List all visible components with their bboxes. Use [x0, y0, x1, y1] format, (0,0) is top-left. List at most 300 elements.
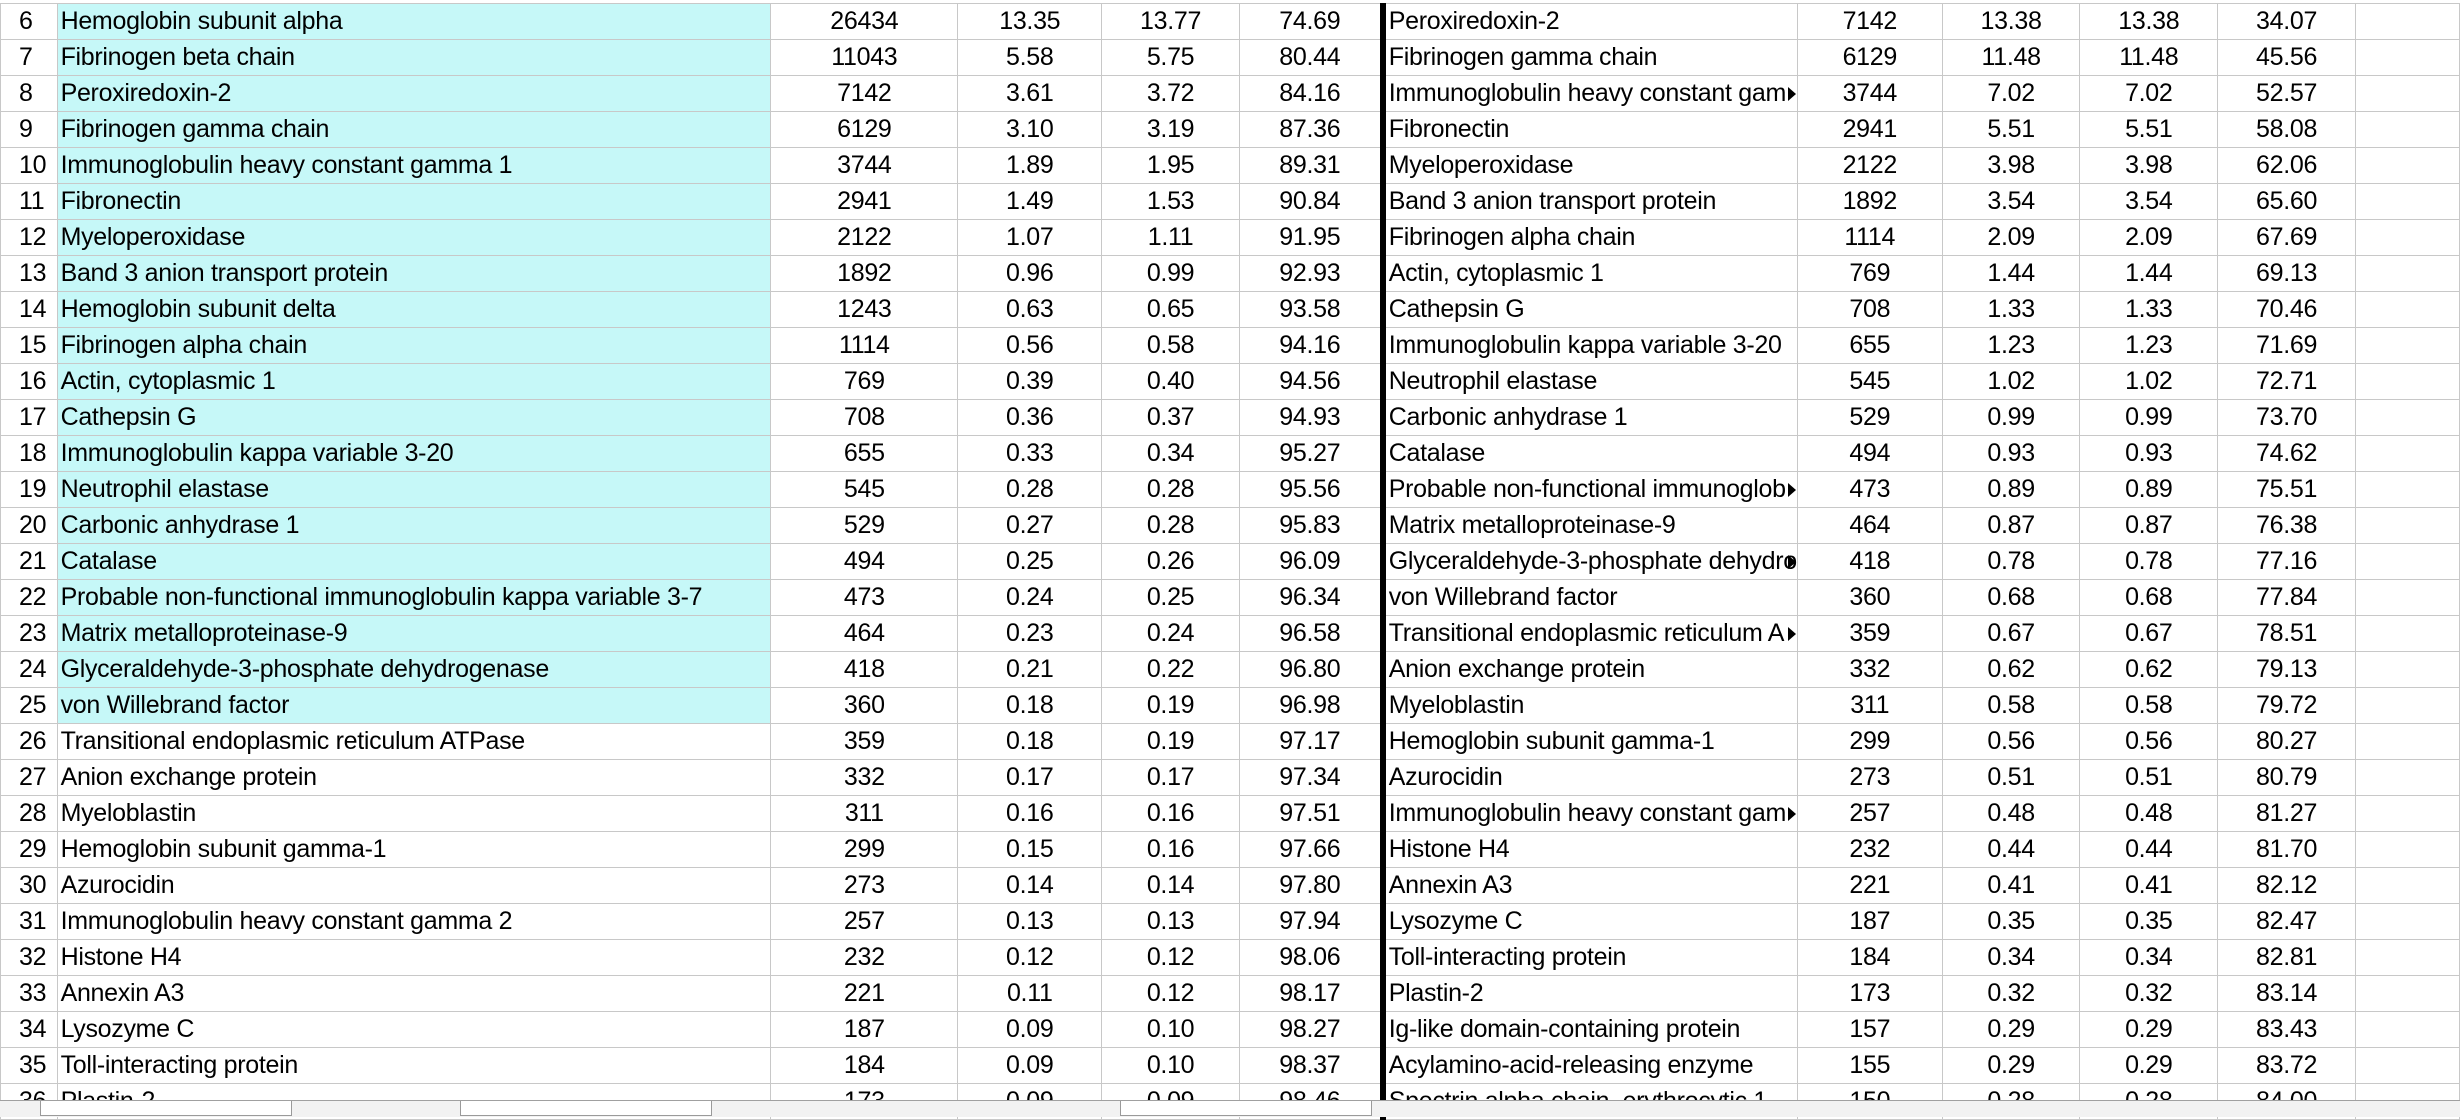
percent-cell[interactable]: 0.65: [1102, 292, 1240, 328]
protein-name-cell[interactable]: Immunoglobulin heavy constant gam: [1383, 76, 1798, 112]
cumulative-cell[interactable]: 81.27: [2218, 796, 2356, 832]
row-header[interactable]: 23: [1, 616, 58, 652]
percent-cell[interactable]: 0.99: [2080, 400, 2218, 436]
percent-cell[interactable]: 1.11: [1102, 220, 1240, 256]
cumulative-cell[interactable]: 96.98: [1239, 688, 1382, 724]
percent-cell[interactable]: 0.89: [1942, 472, 2080, 508]
percent-cell[interactable]: 0.18: [958, 724, 1102, 760]
percent-cell[interactable]: 0.67: [1942, 616, 2080, 652]
count-cell[interactable]: 232: [771, 940, 958, 976]
percent-cell[interactable]: 7.02: [2080, 76, 2218, 112]
row-header[interactable]: 13: [1, 256, 58, 292]
percent-cell[interactable]: 0.78: [2080, 544, 2218, 580]
count-cell[interactable]: 173: [1797, 976, 1942, 1012]
percent-cell[interactable]: 0.12: [1102, 940, 1240, 976]
protein-name-cell[interactable]: Immunoglobulin kappa variable 3-20: [1383, 328, 1798, 364]
protein-name-cell[interactable]: Band 3 anion transport protein: [57, 256, 771, 292]
protein-name-cell[interactable]: Carbonic anhydrase 1: [57, 508, 771, 544]
protein-name-cell[interactable]: Myeloblastin: [1383, 688, 1798, 724]
empty-cell[interactable]: [2355, 472, 2459, 508]
protein-name-cell[interactable]: Fibronectin: [57, 184, 771, 220]
percent-cell[interactable]: 0.16: [958, 796, 1102, 832]
count-cell[interactable]: 11043: [771, 40, 958, 76]
cumulative-cell[interactable]: 94.93: [1239, 400, 1382, 436]
percent-cell[interactable]: 0.25: [1102, 580, 1240, 616]
protein-name-cell[interactable]: Fibrinogen beta chain: [57, 40, 771, 76]
cumulative-cell[interactable]: 96.58: [1239, 616, 1382, 652]
cumulative-cell[interactable]: 45.56: [2218, 40, 2356, 76]
percent-cell[interactable]: 13.35: [958, 4, 1102, 40]
protein-name-cell[interactable]: Histone H4: [57, 940, 771, 976]
protein-name-cell[interactable]: Myeloperoxidase: [1383, 148, 1798, 184]
cumulative-cell[interactable]: 94.16: [1239, 328, 1382, 364]
count-cell[interactable]: 273: [1797, 760, 1942, 796]
percent-cell[interactable]: 0.35: [1942, 904, 2080, 940]
cumulative-cell[interactable]: 58.08: [2218, 112, 2356, 148]
protein-name-cell[interactable]: Plastin-2: [1383, 976, 1798, 1012]
count-cell[interactable]: 545: [771, 472, 958, 508]
empty-cell[interactable]: [2355, 436, 2459, 472]
count-cell[interactable]: 257: [1797, 796, 1942, 832]
percent-cell[interactable]: 3.54: [2080, 184, 2218, 220]
protein-name-cell[interactable]: Immunoglobulin heavy constant gamma 2: [57, 904, 771, 940]
count-cell[interactable]: 769: [1797, 256, 1942, 292]
percent-cell[interactable]: 0.17: [1102, 760, 1240, 796]
percent-cell[interactable]: 0.17: [958, 760, 1102, 796]
count-cell[interactable]: 187: [1797, 904, 1942, 940]
cumulative-cell[interactable]: 97.34: [1239, 760, 1382, 796]
row-header[interactable]: 18: [1, 436, 58, 472]
cumulative-cell[interactable]: 77.84: [2218, 580, 2356, 616]
percent-cell[interactable]: 0.29: [2080, 1012, 2218, 1048]
percent-cell[interactable]: 11.48: [1942, 40, 2080, 76]
protein-name-cell[interactable]: Fibrinogen alpha chain: [1383, 220, 1798, 256]
cumulative-cell[interactable]: 98.27: [1239, 1012, 1382, 1048]
percent-cell[interactable]: 5.51: [2080, 112, 2218, 148]
cumulative-cell[interactable]: 97.51: [1239, 796, 1382, 832]
percent-cell[interactable]: 3.72: [1102, 76, 1240, 112]
protein-name-cell[interactable]: Probable non-functional immunoglob: [1383, 472, 1798, 508]
percent-cell[interactable]: 0.33: [958, 436, 1102, 472]
protein-name-cell[interactable]: Hemoglobin subunit delta: [57, 292, 771, 328]
percent-cell[interactable]: 0.87: [1942, 508, 2080, 544]
percent-cell[interactable]: 2.09: [2080, 220, 2218, 256]
cumulative-cell[interactable]: 91.95: [1239, 220, 1382, 256]
percent-cell[interactable]: 0.93: [1942, 436, 2080, 472]
empty-cell[interactable]: [2355, 796, 2459, 832]
cumulative-cell[interactable]: 97.94: [1239, 904, 1382, 940]
protein-name-cell[interactable]: Band 3 anion transport protein: [1383, 184, 1798, 220]
cumulative-cell[interactable]: 98.17: [1239, 976, 1382, 1012]
cumulative-cell[interactable]: 98.37: [1239, 1048, 1382, 1084]
count-cell[interactable]: 655: [1797, 328, 1942, 364]
percent-cell[interactable]: 3.98: [1942, 148, 2080, 184]
count-cell[interactable]: 332: [771, 760, 958, 796]
count-cell[interactable]: 299: [1797, 724, 1942, 760]
protein-name-cell[interactable]: Actin, cytoplasmic 1: [57, 364, 771, 400]
protein-name-cell[interactable]: Glyceraldehyde-3-phosphate dehydro: [1383, 544, 1798, 580]
percent-cell[interactable]: 0.62: [2080, 652, 2218, 688]
cumulative-cell[interactable]: 78.51: [2218, 616, 2356, 652]
count-cell[interactable]: 184: [771, 1048, 958, 1084]
percent-cell[interactable]: 0.99: [1942, 400, 2080, 436]
count-cell[interactable]: 26434: [771, 4, 958, 40]
cumulative-cell[interactable]: 69.13: [2218, 256, 2356, 292]
percent-cell[interactable]: 0.24: [958, 580, 1102, 616]
cumulative-cell[interactable]: 67.69: [2218, 220, 2356, 256]
count-cell[interactable]: 6129: [771, 112, 958, 148]
percent-cell[interactable]: 0.41: [1942, 868, 2080, 904]
count-cell[interactable]: 3744: [1797, 76, 1942, 112]
cumulative-cell[interactable]: 95.27: [1239, 436, 1382, 472]
count-cell[interactable]: 2941: [771, 184, 958, 220]
count-cell[interactable]: 273: [771, 868, 958, 904]
protein-name-cell[interactable]: Fibrinogen gamma chain: [57, 112, 771, 148]
percent-cell[interactable]: 0.16: [1102, 796, 1240, 832]
count-cell[interactable]: 360: [771, 688, 958, 724]
count-cell[interactable]: 2122: [1797, 148, 1942, 184]
cumulative-cell[interactable]: 75.51: [2218, 472, 2356, 508]
protein-name-cell[interactable]: Histone H4: [1383, 832, 1798, 868]
protein-name-cell[interactable]: Toll-interacting protein: [1383, 940, 1798, 976]
row-header[interactable]: 14: [1, 292, 58, 328]
percent-cell[interactable]: 0.14: [958, 868, 1102, 904]
percent-cell[interactable]: 0.68: [1942, 580, 2080, 616]
protein-name-cell[interactable]: Fibronectin: [1383, 112, 1798, 148]
percent-cell[interactable]: 0.28: [958, 472, 1102, 508]
protein-name-cell[interactable]: Hemoglobin subunit gamma-1: [57, 832, 771, 868]
protein-name-cell[interactable]: Cathepsin G: [57, 400, 771, 436]
percent-cell[interactable]: 0.15: [958, 832, 1102, 868]
protein-name-cell[interactable]: Immunoglobulin heavy constant gamma 1: [57, 148, 771, 184]
count-cell[interactable]: 221: [771, 976, 958, 1012]
protein-name-cell[interactable]: Actin, cytoplasmic 1: [1383, 256, 1798, 292]
cumulative-cell[interactable]: 80.27: [2218, 724, 2356, 760]
protein-name-cell[interactable]: Immunoglobulin heavy constant gam: [1383, 796, 1798, 832]
protein-name-cell[interactable]: Matrix metalloproteinase-9: [57, 616, 771, 652]
protein-name-cell[interactable]: Immunoglobulin kappa variable 3-20: [57, 436, 771, 472]
percent-cell[interactable]: 0.28: [1102, 508, 1240, 544]
percent-cell[interactable]: 0.68: [2080, 580, 2218, 616]
count-cell[interactable]: 332: [1797, 652, 1942, 688]
percent-cell[interactable]: 0.56: [1942, 724, 2080, 760]
count-cell[interactable]: 529: [1797, 400, 1942, 436]
percent-cell[interactable]: 0.19: [1102, 688, 1240, 724]
percent-cell[interactable]: 0.13: [958, 904, 1102, 940]
empty-cell[interactable]: [2355, 400, 2459, 436]
count-cell[interactable]: 494: [1797, 436, 1942, 472]
cumulative-cell[interactable]: 79.72: [2218, 688, 2356, 724]
protein-name-cell[interactable]: Hemoglobin subunit alpha: [57, 4, 771, 40]
percent-cell[interactable]: 5.75: [1102, 40, 1240, 76]
count-cell[interactable]: 2941: [1797, 112, 1942, 148]
protein-name-cell[interactable]: Catalase: [57, 544, 771, 580]
row-header[interactable]: 17: [1, 400, 58, 436]
row-header[interactable]: 8: [1, 76, 58, 112]
empty-cell[interactable]: [2355, 616, 2459, 652]
empty-cell[interactable]: [2355, 112, 2459, 148]
protein-name-cell[interactable]: Lysozyme C: [57, 1012, 771, 1048]
protein-name-cell[interactable]: Catalase: [1383, 436, 1798, 472]
row-header[interactable]: 33: [1, 976, 58, 1012]
percent-cell[interactable]: 1.33: [2080, 292, 2218, 328]
percent-cell[interactable]: 1.23: [2080, 328, 2218, 364]
percent-cell[interactable]: 0.13: [1102, 904, 1240, 940]
percent-cell[interactable]: 3.54: [1942, 184, 2080, 220]
count-cell[interactable]: 529: [771, 508, 958, 544]
percent-cell[interactable]: 0.89: [2080, 472, 2218, 508]
protein-name-cell[interactable]: Neutrophil elastase: [1383, 364, 1798, 400]
cumulative-cell[interactable]: 89.31: [1239, 148, 1382, 184]
row-header[interactable]: 34: [1, 1012, 58, 1048]
protein-name-cell[interactable]: Annexin A3: [1383, 868, 1798, 904]
empty-cell[interactable]: [2355, 4, 2459, 40]
percent-cell[interactable]: 0.62: [1942, 652, 2080, 688]
empty-cell[interactable]: [2355, 688, 2459, 724]
count-cell[interactable]: 418: [1797, 544, 1942, 580]
percent-cell[interactable]: 0.93: [2080, 436, 2218, 472]
count-cell[interactable]: 473: [1797, 472, 1942, 508]
percent-cell[interactable]: 0.28: [1102, 472, 1240, 508]
percent-cell[interactable]: 13.77: [1102, 4, 1240, 40]
row-header[interactable]: 6: [1, 4, 58, 40]
count-cell[interactable]: 545: [1797, 364, 1942, 400]
empty-cell[interactable]: [2355, 76, 2459, 112]
cumulative-cell[interactable]: 97.80: [1239, 868, 1382, 904]
percent-cell[interactable]: 0.32: [1942, 976, 2080, 1012]
percent-cell[interactable]: 1.33: [1942, 292, 2080, 328]
cumulative-cell[interactable]: 72.71: [2218, 364, 2356, 400]
row-header[interactable]: 15: [1, 328, 58, 364]
percent-cell[interactable]: 1.02: [1942, 364, 2080, 400]
count-cell[interactable]: 221: [1797, 868, 1942, 904]
cumulative-cell[interactable]: 96.34: [1239, 580, 1382, 616]
count-cell[interactable]: 418: [771, 652, 958, 688]
count-cell[interactable]: 1114: [771, 328, 958, 364]
protein-name-cell[interactable]: Annexin A3: [57, 976, 771, 1012]
empty-cell[interactable]: [2355, 292, 2459, 328]
count-cell[interactable]: 359: [1797, 616, 1942, 652]
protein-name-cell[interactable]: Neutrophil elastase: [57, 472, 771, 508]
protein-name-cell[interactable]: Myeloblastin: [57, 796, 771, 832]
empty-cell[interactable]: [2355, 580, 2459, 616]
count-cell[interactable]: 311: [771, 796, 958, 832]
percent-cell[interactable]: 0.56: [958, 328, 1102, 364]
cumulative-cell[interactable]: 81.70: [2218, 832, 2356, 868]
empty-cell[interactable]: [2355, 508, 2459, 544]
percent-cell[interactable]: 0.18: [958, 688, 1102, 724]
empty-cell[interactable]: [2355, 760, 2459, 796]
row-header[interactable]: 28: [1, 796, 58, 832]
percent-cell[interactable]: 1.44: [2080, 256, 2218, 292]
empty-cell[interactable]: [2355, 364, 2459, 400]
cumulative-cell[interactable]: 95.56: [1239, 472, 1382, 508]
cumulative-cell[interactable]: 95.83: [1239, 508, 1382, 544]
protein-name-cell[interactable]: Ig-like domain-containing protein: [1383, 1012, 1798, 1048]
percent-cell[interactable]: 3.98: [2080, 148, 2218, 184]
protein-name-cell[interactable]: Transitional endoplasmic reticulum A: [1383, 616, 1798, 652]
count-cell[interactable]: 1114: [1797, 220, 1942, 256]
empty-cell[interactable]: [2355, 148, 2459, 184]
cumulative-cell[interactable]: 76.38: [2218, 508, 2356, 544]
protein-name-cell[interactable]: Acylamino-acid-releasing enzyme: [1383, 1048, 1798, 1084]
cumulative-cell[interactable]: 82.81: [2218, 940, 2356, 976]
count-cell[interactable]: 464: [771, 616, 958, 652]
percent-cell[interactable]: 0.26: [1102, 544, 1240, 580]
percent-cell[interactable]: 7.02: [1942, 76, 2080, 112]
cumulative-cell[interactable]: 80.44: [1239, 40, 1382, 76]
percent-cell[interactable]: 0.12: [1102, 976, 1240, 1012]
count-cell[interactable]: 257: [771, 904, 958, 940]
percent-cell[interactable]: 0.10: [1102, 1012, 1240, 1048]
percent-cell[interactable]: 0.24: [1102, 616, 1240, 652]
percent-cell[interactable]: 1.89: [958, 148, 1102, 184]
count-cell[interactable]: 155: [1797, 1048, 1942, 1084]
row-header[interactable]: 21: [1, 544, 58, 580]
protein-name-cell[interactable]: Transitional endoplasmic reticulum ATPase: [57, 724, 771, 760]
percent-cell[interactable]: 0.44: [2080, 832, 2218, 868]
percent-cell[interactable]: 0.58: [1942, 688, 2080, 724]
cumulative-cell[interactable]: 74.69: [1239, 4, 1382, 40]
empty-cell[interactable]: [2355, 1048, 2459, 1084]
percent-cell[interactable]: 1.49: [958, 184, 1102, 220]
empty-cell[interactable]: [2355, 940, 2459, 976]
protein-name-cell[interactable]: Cathepsin G: [1383, 292, 1798, 328]
empty-cell[interactable]: [2355, 1012, 2459, 1048]
empty-cell[interactable]: [2355, 328, 2459, 364]
percent-cell[interactable]: 13.38: [1942, 4, 2080, 40]
percent-cell[interactable]: 0.58: [2080, 688, 2218, 724]
count-cell[interactable]: 655: [771, 436, 958, 472]
percent-cell[interactable]: 1.07: [958, 220, 1102, 256]
row-header[interactable]: 10: [1, 148, 58, 184]
row-header[interactable]: 7: [1, 40, 58, 76]
protein-name-cell[interactable]: Peroxiredoxin-2: [1383, 4, 1798, 40]
protein-name-cell[interactable]: Myeloperoxidase: [57, 220, 771, 256]
percent-cell[interactable]: 0.51: [2080, 760, 2218, 796]
empty-cell[interactable]: [2355, 868, 2459, 904]
percent-cell[interactable]: 0.37: [1102, 400, 1240, 436]
cumulative-cell[interactable]: 79.13: [2218, 652, 2356, 688]
row-header[interactable]: 26: [1, 724, 58, 760]
row-header[interactable]: 27: [1, 760, 58, 796]
count-cell[interactable]: 1892: [1797, 184, 1942, 220]
row-header[interactable]: 16: [1, 364, 58, 400]
cumulative-cell[interactable]: 98.06: [1239, 940, 1382, 976]
cumulative-cell[interactable]: 87.36: [1239, 112, 1382, 148]
cumulative-cell[interactable]: 62.06: [2218, 148, 2356, 184]
cumulative-cell[interactable]: 82.12: [2218, 868, 2356, 904]
row-header[interactable]: 31: [1, 904, 58, 940]
count-cell[interactable]: 1243: [771, 292, 958, 328]
percent-cell[interactable]: 3.10: [958, 112, 1102, 148]
empty-cell[interactable]: [2355, 976, 2459, 1012]
percent-cell[interactable]: 5.51: [1942, 112, 2080, 148]
protein-name-cell[interactable]: von Willebrand factor: [1383, 580, 1798, 616]
percent-cell[interactable]: 0.99: [1102, 256, 1240, 292]
count-cell[interactable]: 3744: [771, 148, 958, 184]
row-header[interactable]: 22: [1, 580, 58, 616]
cumulative-cell[interactable]: 70.46: [2218, 292, 2356, 328]
empty-cell[interactable]: [2355, 184, 2459, 220]
percent-cell[interactable]: 0.16: [1102, 832, 1240, 868]
empty-cell[interactable]: [2355, 724, 2459, 760]
percent-cell[interactable]: 0.67: [2080, 616, 2218, 652]
percent-cell[interactable]: 0.11: [958, 976, 1102, 1012]
percent-cell[interactable]: 0.29: [1942, 1012, 2080, 1048]
percent-cell[interactable]: 0.22: [1102, 652, 1240, 688]
count-cell[interactable]: 473: [771, 580, 958, 616]
percent-cell[interactable]: 1.53: [1102, 184, 1240, 220]
count-cell[interactable]: 464: [1797, 508, 1942, 544]
count-cell[interactable]: 7142: [1797, 4, 1942, 40]
protein-name-cell[interactable]: Azurocidin: [1383, 760, 1798, 796]
percent-cell[interactable]: 0.09: [958, 1012, 1102, 1048]
percent-cell[interactable]: 1.95: [1102, 148, 1240, 184]
count-cell[interactable]: 769: [771, 364, 958, 400]
count-cell[interactable]: 494: [771, 544, 958, 580]
row-header[interactable]: 12: [1, 220, 58, 256]
cumulative-cell[interactable]: 84.16: [1239, 76, 1382, 112]
percent-cell[interactable]: 0.25: [958, 544, 1102, 580]
row-header[interactable]: 30: [1, 868, 58, 904]
count-cell[interactable]: 708: [771, 400, 958, 436]
percent-cell[interactable]: 0.39: [958, 364, 1102, 400]
percent-cell[interactable]: 0.21: [958, 652, 1102, 688]
row-header[interactable]: 19: [1, 472, 58, 508]
protein-name-cell[interactable]: Azurocidin: [57, 868, 771, 904]
percent-cell[interactable]: 0.40: [1102, 364, 1240, 400]
protein-name-cell[interactable]: Lysozyme C: [1383, 904, 1798, 940]
percent-cell[interactable]: 0.29: [1942, 1048, 2080, 1084]
empty-cell[interactable]: [2355, 904, 2459, 940]
cumulative-cell[interactable]: 65.60: [2218, 184, 2356, 220]
cumulative-cell[interactable]: 94.56: [1239, 364, 1382, 400]
percent-cell[interactable]: 0.32: [2080, 976, 2218, 1012]
empty-cell[interactable]: [2355, 832, 2459, 868]
protein-name-cell[interactable]: Fibrinogen alpha chain: [57, 328, 771, 364]
count-cell[interactable]: 6129: [1797, 40, 1942, 76]
count-cell[interactable]: 187: [771, 1012, 958, 1048]
percent-cell[interactable]: 0.36: [958, 400, 1102, 436]
cumulative-cell[interactable]: 93.58: [1239, 292, 1382, 328]
cumulative-cell[interactable]: 83.14: [2218, 976, 2356, 1012]
sheet-tab[interactable]: [40, 1101, 292, 1116]
percent-cell[interactable]: 0.19: [1102, 724, 1240, 760]
percent-cell[interactable]: 0.41: [2080, 868, 2218, 904]
row-header[interactable]: 29: [1, 832, 58, 868]
row-header[interactable]: 35: [1, 1048, 58, 1084]
percent-cell[interactable]: 11.48: [2080, 40, 2218, 76]
percent-cell[interactable]: 1.44: [1942, 256, 2080, 292]
count-cell[interactable]: 157: [1797, 1012, 1942, 1048]
percent-cell[interactable]: 1.23: [1942, 328, 2080, 364]
row-header[interactable]: 24: [1, 652, 58, 688]
percent-cell[interactable]: 3.61: [958, 76, 1102, 112]
cumulative-cell[interactable]: 52.57: [2218, 76, 2356, 112]
percent-cell[interactable]: 0.34: [2080, 940, 2218, 976]
protein-name-cell[interactable]: Matrix metalloproteinase-9: [1383, 508, 1798, 544]
cumulative-cell[interactable]: 82.47: [2218, 904, 2356, 940]
cumulative-cell[interactable]: 34.07: [2218, 4, 2356, 40]
protein-name-cell[interactable]: von Willebrand factor: [57, 688, 771, 724]
protein-name-cell[interactable]: Carbonic anhydrase 1: [1383, 400, 1798, 436]
percent-cell[interactable]: 0.63: [958, 292, 1102, 328]
percent-cell[interactable]: 0.10: [1102, 1048, 1240, 1084]
row-header[interactable]: 11: [1, 184, 58, 220]
percent-cell[interactable]: 0.27: [958, 508, 1102, 544]
cumulative-cell[interactable]: 83.43: [2218, 1012, 2356, 1048]
